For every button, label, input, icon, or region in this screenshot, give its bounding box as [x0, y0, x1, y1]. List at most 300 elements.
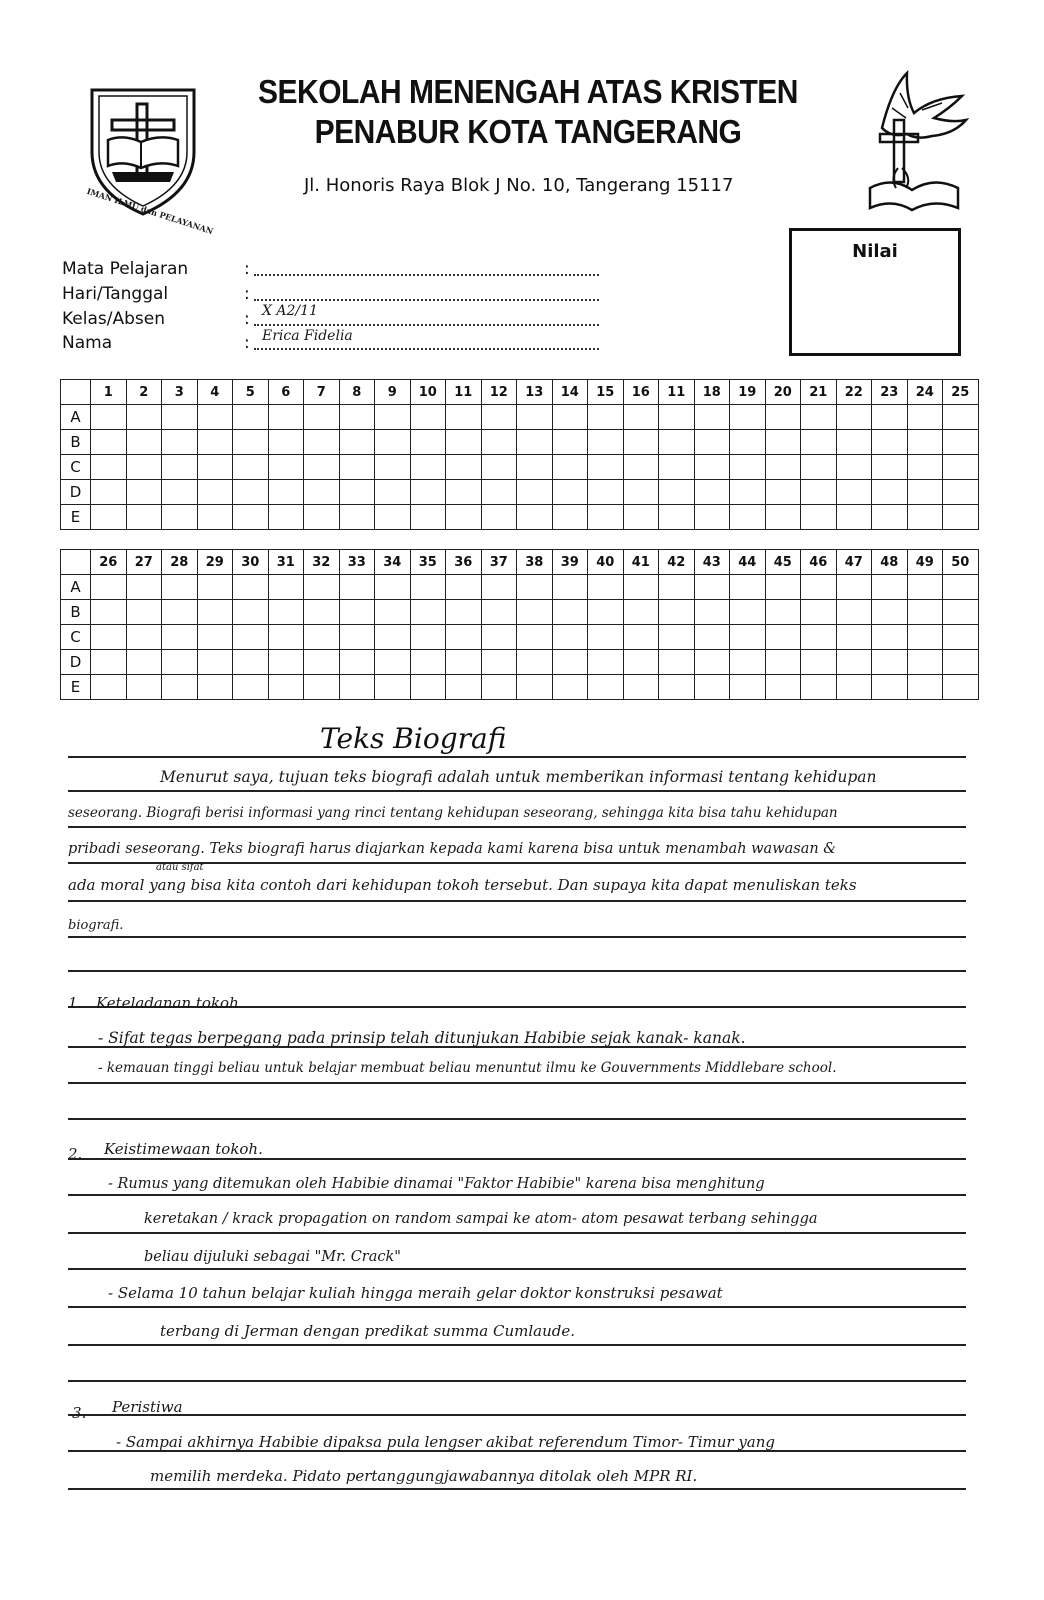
answer-cell[interactable] [730, 675, 766, 700]
answer-cell[interactable] [339, 405, 375, 430]
answer-cell[interactable] [659, 650, 695, 675]
answer-cell[interactable] [872, 625, 908, 650]
answer-cell[interactable] [410, 625, 446, 650]
answer-cell[interactable] [552, 405, 588, 430]
answer-cell[interactable] [91, 625, 127, 650]
ruled-line [68, 970, 966, 972]
answer-cell[interactable] [339, 650, 375, 675]
answer-cell[interactable] [126, 405, 162, 430]
answer-cell[interactable] [552, 455, 588, 480]
answer-cell[interactable] [907, 650, 943, 675]
answer-cell[interactable] [694, 600, 730, 625]
answer-cell[interactable] [659, 480, 695, 505]
answer-cell[interactable] [659, 455, 695, 480]
answer-cell[interactable] [517, 405, 553, 430]
answer-cell[interactable] [162, 650, 198, 675]
answer-cell[interactable] [552, 430, 588, 455]
answer-cell[interactable] [623, 480, 659, 505]
answer-cell[interactable] [481, 625, 517, 650]
answer-cell[interactable] [304, 600, 340, 625]
answer-cell[interactable] [339, 575, 375, 600]
ruled-line [68, 1380, 966, 1382]
answer-cell[interactable] [517, 480, 553, 505]
question-number: 30 [233, 550, 269, 575]
answer-cell[interactable] [872, 405, 908, 430]
answer-cell[interactable] [91, 430, 127, 455]
answer-cell[interactable] [304, 480, 340, 505]
answer-cell[interactable] [836, 625, 872, 650]
answer-cell[interactable] [446, 575, 482, 600]
answer-cell[interactable] [588, 625, 624, 650]
answer-cell[interactable] [197, 405, 233, 430]
answer-cell[interactable] [126, 675, 162, 700]
answer-cell[interactable] [836, 675, 872, 700]
answer-cell[interactable] [304, 575, 340, 600]
answer-cell[interactable] [907, 575, 943, 600]
answer-cell[interactable] [765, 455, 801, 480]
question-number: 38 [517, 550, 553, 575]
answer-cell[interactable] [730, 600, 766, 625]
answer-cell[interactable] [126, 480, 162, 505]
question-number: 23 [872, 380, 908, 405]
answer-cell[interactable] [197, 625, 233, 650]
answer-cell[interactable] [836, 505, 872, 530]
answer-cell[interactable] [410, 430, 446, 455]
answer-cell[interactable] [659, 675, 695, 700]
answer-cell[interactable] [801, 650, 837, 675]
answer-cell[interactable] [233, 575, 269, 600]
essay-title: Teks Biografi [320, 722, 507, 755]
answer-cell[interactable] [730, 650, 766, 675]
answer-cell[interactable] [410, 505, 446, 530]
answer-cell[interactable] [943, 625, 979, 650]
question-number: 36 [446, 550, 482, 575]
section-heading: Keteladanan tokoh [96, 994, 239, 1012]
answer-cell[interactable] [162, 675, 198, 700]
answer-cell[interactable] [375, 625, 411, 650]
answer-cell[interactable] [907, 505, 943, 530]
answer-cell[interactable] [339, 455, 375, 480]
answer-cell[interactable] [126, 625, 162, 650]
answer-cell[interactable] [552, 600, 588, 625]
answer-cell[interactable] [233, 675, 269, 700]
answer-cell[interactable] [446, 405, 482, 430]
answer-cell[interactable] [730, 575, 766, 600]
score-label: Nilai [852, 241, 898, 262]
answer-cell[interactable] [872, 575, 908, 600]
answer-cell[interactable] [446, 650, 482, 675]
answer-cell[interactable] [91, 600, 127, 625]
answer-cell[interactable] [872, 600, 908, 625]
question-number: 1 [91, 380, 127, 405]
field-colon: : [244, 309, 250, 329]
field-line-nama[interactable] [254, 348, 599, 350]
answer-cell[interactable] [765, 625, 801, 650]
question-number: 34 [375, 550, 411, 575]
answer-cell[interactable] [694, 625, 730, 650]
answer-cell[interactable] [339, 480, 375, 505]
answer-cell[interactable] [907, 480, 943, 505]
answer-cell[interactable] [552, 650, 588, 675]
answer-cell[interactable] [339, 430, 375, 455]
answer-cell[interactable] [375, 430, 411, 455]
answer-cell[interactable] [126, 505, 162, 530]
answer-cell[interactable] [943, 430, 979, 455]
question-number: 12 [481, 380, 517, 405]
answer-cell[interactable] [659, 405, 695, 430]
answer-cell[interactable] [765, 650, 801, 675]
answer-cell[interactable] [694, 480, 730, 505]
answer-cell[interactable] [943, 405, 979, 430]
answer-cell[interactable] [481, 650, 517, 675]
answer-cell[interactable] [268, 650, 304, 675]
answer-cell[interactable] [588, 575, 624, 600]
answer-cell[interactable] [552, 675, 588, 700]
answer-cell[interactable] [872, 675, 908, 700]
answer-cell[interactable] [375, 650, 411, 675]
answer-cell[interactable] [268, 430, 304, 455]
answer-cell[interactable] [197, 505, 233, 530]
answer-cell[interactable] [481, 480, 517, 505]
answer-cell[interactable] [623, 625, 659, 650]
answer-cell[interactable] [694, 405, 730, 430]
answer-cell[interactable] [694, 675, 730, 700]
answer-cell[interactable] [339, 505, 375, 530]
answer-cell[interactable] [588, 675, 624, 700]
answer-cell[interactable] [233, 430, 269, 455]
answer-cell[interactable] [730, 625, 766, 650]
question-number: 46 [801, 550, 837, 575]
answer-cell[interactable] [943, 575, 979, 600]
answer-cell[interactable] [872, 650, 908, 675]
answer-cell[interactable] [481, 405, 517, 430]
answer-cell[interactable] [197, 675, 233, 700]
answer-cell[interactable] [588, 430, 624, 455]
question-number: 31 [268, 550, 304, 575]
answer-cell[interactable] [410, 575, 446, 600]
answer-cell[interactable] [801, 480, 837, 505]
answer-cell[interactable] [410, 675, 446, 700]
answer-cell[interactable] [730, 480, 766, 505]
answer-cell[interactable] [304, 675, 340, 700]
answer-cell[interactable] [907, 455, 943, 480]
answer-cell[interactable] [943, 675, 979, 700]
answer-cell[interactable] [517, 650, 553, 675]
answer-cell[interactable] [233, 455, 269, 480]
ruled-line [68, 826, 966, 828]
answer-cell[interactable] [623, 430, 659, 455]
answer-cell[interactable] [517, 675, 553, 700]
answer-cell[interactable] [91, 505, 127, 530]
answer-cell[interactable] [162, 600, 198, 625]
answer-cell[interactable] [801, 455, 837, 480]
answer-cell[interactable] [126, 455, 162, 480]
answer-cell[interactable] [730, 455, 766, 480]
answer-cell[interactable] [304, 430, 340, 455]
option-row-label: C [61, 455, 91, 480]
answer-cell[interactable] [694, 505, 730, 530]
option-row-label: E [61, 675, 91, 700]
answer-cell[interactable] [801, 575, 837, 600]
answer-cell[interactable] [943, 505, 979, 530]
answer-cell[interactable] [233, 600, 269, 625]
answer-cell[interactable] [836, 480, 872, 505]
answer-cell[interactable] [446, 600, 482, 625]
answer-cell[interactable] [481, 505, 517, 530]
section-line: terbang di Jerman dengan predikat summa Cumlaude. [160, 1322, 575, 1340]
answer-cell[interactable] [588, 455, 624, 480]
answer-cell[interactable] [268, 480, 304, 505]
answer-cell[interactable] [765, 480, 801, 505]
answer-cell[interactable] [552, 480, 588, 505]
answer-cell[interactable] [446, 505, 482, 530]
answer-cell[interactable] [623, 650, 659, 675]
answer-cell[interactable] [410, 650, 446, 675]
answer-cell[interactable] [268, 625, 304, 650]
question-number: 8 [339, 380, 375, 405]
answer-cell[interactable] [659, 575, 695, 600]
answer-cell[interactable] [197, 650, 233, 675]
answer-cell[interactable] [197, 455, 233, 480]
answer-cell[interactable] [446, 455, 482, 480]
answer-cell[interactable] [623, 405, 659, 430]
answer-cell[interactable] [197, 430, 233, 455]
answer-cell[interactable] [907, 625, 943, 650]
section-line: - Rumus yang ditemukan oleh Habibie dinamai "Faktor Habibie" karena bisa menghitung [108, 1176, 765, 1192]
answer-cell[interactable] [659, 625, 695, 650]
answer-cell[interactable] [91, 650, 127, 675]
answer-cell[interactable] [162, 480, 198, 505]
answer-cell[interactable] [410, 405, 446, 430]
answer-cell[interactable] [872, 505, 908, 530]
paragraph-line: ada moral yang bisa kita contoh dari kehidupan tokoh tersebut. Dan supaya kita dapat menuliskan teks [68, 876, 857, 894]
answer-cell[interactable] [659, 505, 695, 530]
question-number: 24 [907, 380, 943, 405]
answer-cell[interactable] [233, 650, 269, 675]
answer-cell[interactable] [126, 600, 162, 625]
answer-cell[interactable] [162, 575, 198, 600]
answer-cell[interactable] [91, 455, 127, 480]
ruled-line [68, 1414, 966, 1416]
answer-cell[interactable] [481, 675, 517, 700]
answer-cell[interactable] [801, 505, 837, 530]
grid-corner [61, 550, 91, 575]
answer-cell[interactable] [162, 455, 198, 480]
answer-cell[interactable] [268, 505, 304, 530]
answer-cell[interactable] [588, 480, 624, 505]
answer-cell[interactable] [375, 675, 411, 700]
answer-cell[interactable] [694, 650, 730, 675]
answer-cell[interactable] [375, 480, 411, 505]
answer-cell[interactable] [268, 575, 304, 600]
answer-cell[interactable] [659, 430, 695, 455]
answer-cell[interactable] [481, 455, 517, 480]
field-line-hari-tanggal[interactable] [254, 299, 599, 301]
answer-cell[interactable] [872, 430, 908, 455]
answer-cell[interactable] [872, 455, 908, 480]
answer-cell[interactable] [730, 430, 766, 455]
answer-cell[interactable] [517, 455, 553, 480]
answer-cell[interactable] [162, 625, 198, 650]
option-row-label: B [61, 600, 91, 625]
field-line-mata-pelajaran[interactable] [254, 274, 599, 276]
answer-cell[interactable] [410, 600, 446, 625]
answer-cell[interactable] [623, 455, 659, 480]
answer-cell[interactable] [162, 505, 198, 530]
answer-cell[interactable] [446, 675, 482, 700]
section-number: 2. [68, 1145, 83, 1163]
question-number: 16 [623, 380, 659, 405]
answer-cell[interactable] [339, 675, 375, 700]
question-number: 42 [659, 550, 695, 575]
answer-cell[interactable] [588, 505, 624, 530]
answer-cell[interactable] [694, 430, 730, 455]
question-number: 2 [126, 380, 162, 405]
answer-cell[interactable] [765, 505, 801, 530]
score-box[interactable] [789, 228, 961, 356]
answer-cell[interactable] [517, 430, 553, 455]
answer-cell[interactable] [801, 675, 837, 700]
answer-cell[interactable] [481, 430, 517, 455]
answer-cell[interactable] [588, 600, 624, 625]
answer-cell[interactable] [907, 405, 943, 430]
answer-cell[interactable] [552, 505, 588, 530]
answer-cell[interactable] [233, 480, 269, 505]
answer-cell[interactable] [446, 625, 482, 650]
answer-cell[interactable] [623, 600, 659, 625]
answer-cell[interactable] [375, 600, 411, 625]
question-number: 11 [659, 380, 695, 405]
answer-cell[interactable] [801, 405, 837, 430]
answer-cell[interactable] [162, 430, 198, 455]
answer-cell[interactable] [268, 600, 304, 625]
paragraph-line: biografi. [68, 918, 124, 933]
answer-cell[interactable] [304, 505, 340, 530]
answer-cell[interactable] [197, 600, 233, 625]
answer-cell[interactable] [765, 575, 801, 600]
answer-cell[interactable] [126, 430, 162, 455]
answer-cell[interactable] [801, 625, 837, 650]
answer-cell[interactable] [233, 505, 269, 530]
answer-cell[interactable] [91, 575, 127, 600]
answer-cell[interactable] [481, 600, 517, 625]
answer-cell[interactable] [623, 575, 659, 600]
answer-cell[interactable] [91, 675, 127, 700]
answer-cell[interactable] [446, 480, 482, 505]
answer-cell[interactable] [446, 430, 482, 455]
answer-cell[interactable] [730, 405, 766, 430]
answer-cell[interactable] [801, 430, 837, 455]
answer-cell[interactable] [233, 625, 269, 650]
answer-cell[interactable] [91, 405, 127, 430]
answer-cell[interactable] [339, 625, 375, 650]
field-line-kelas-absen[interactable] [254, 324, 599, 326]
answer-cell[interactable] [588, 405, 624, 430]
answer-cell[interactable] [410, 455, 446, 480]
answer-cell[interactable] [481, 575, 517, 600]
answer-cell[interactable] [517, 600, 553, 625]
answer-cell[interactable] [91, 480, 127, 505]
answer-cell[interactable] [268, 455, 304, 480]
answer-cell[interactable] [375, 455, 411, 480]
answer-cell[interactable] [375, 405, 411, 430]
answer-cell[interactable] [836, 650, 872, 675]
answer-cell[interactable] [943, 650, 979, 675]
ruled-line [68, 1158, 966, 1160]
answer-cell[interactable] [304, 455, 340, 480]
answer-cell[interactable] [836, 600, 872, 625]
answer-cell[interactable] [907, 600, 943, 625]
answer-cell[interactable] [836, 455, 872, 480]
section-line: - kemauan tinggi beliau untuk belajar membuat beliau menuntut ilmu ke Gouvernments Middlebare school. [98, 1060, 837, 1076]
answer-cell[interactable] [552, 625, 588, 650]
answer-cell[interactable] [162, 405, 198, 430]
answer-cell[interactable] [765, 675, 801, 700]
answer-cell[interactable] [268, 405, 304, 430]
answer-cell[interactable] [197, 575, 233, 600]
answer-cell[interactable] [765, 600, 801, 625]
answer-cell[interactable] [730, 505, 766, 530]
answer-cell[interactable] [907, 430, 943, 455]
section-heading: Peristiwa [112, 1398, 183, 1416]
answer-cell[interactable] [197, 480, 233, 505]
answer-cell[interactable] [304, 405, 340, 430]
answer-cell[interactable] [836, 430, 872, 455]
answer-cell[interactable] [801, 600, 837, 625]
answer-cell[interactable] [836, 405, 872, 430]
answer-cell[interactable] [517, 575, 553, 600]
answer-cell[interactable] [304, 625, 340, 650]
answer-cell[interactable] [517, 505, 553, 530]
option-row-label: A [61, 405, 91, 430]
answer-cell[interactable] [623, 505, 659, 530]
answer-cell[interactable] [659, 600, 695, 625]
field-label-nama: Nama [62, 333, 113, 353]
answer-cell[interactable] [304, 650, 340, 675]
answer-cell[interactable] [907, 675, 943, 700]
answer-cell[interactable] [233, 405, 269, 430]
answer-cell[interactable] [943, 455, 979, 480]
question-number: 48 [872, 550, 908, 575]
field-colon: : [244, 284, 250, 304]
answer-cell[interactable] [943, 600, 979, 625]
answer-cell[interactable] [375, 505, 411, 530]
question-number: 41 [623, 550, 659, 575]
answer-cell[interactable] [268, 675, 304, 700]
question-number: 22 [836, 380, 872, 405]
answer-cell[interactable] [836, 575, 872, 600]
answer-cell[interactable] [126, 650, 162, 675]
answer-cell[interactable] [588, 650, 624, 675]
answer-cell[interactable] [694, 455, 730, 480]
answer-cell[interactable] [765, 405, 801, 430]
answer-cell[interactable] [552, 575, 588, 600]
answer-cell[interactable] [623, 675, 659, 700]
answer-cell[interactable] [410, 480, 446, 505]
answer-cell[interactable] [339, 600, 375, 625]
answer-cell[interactable] [943, 480, 979, 505]
question-number: 29 [197, 550, 233, 575]
section-line: - Sifat tegas berpegang pada prinsip telah ditunjukan Habibie sejak kanak- kanak. [98, 1029, 746, 1047]
answer-cell[interactable] [872, 480, 908, 505]
answer-cell[interactable] [694, 575, 730, 600]
section-line: keretakan / krack propagation on random sampai ke atom- atom pesawat terbang sehingga [144, 1211, 818, 1227]
answer-cell[interactable] [765, 430, 801, 455]
answer-cell[interactable] [126, 575, 162, 600]
question-number: 28 [162, 550, 198, 575]
answer-cell[interactable] [375, 575, 411, 600]
answer-cell[interactable] [517, 625, 553, 650]
